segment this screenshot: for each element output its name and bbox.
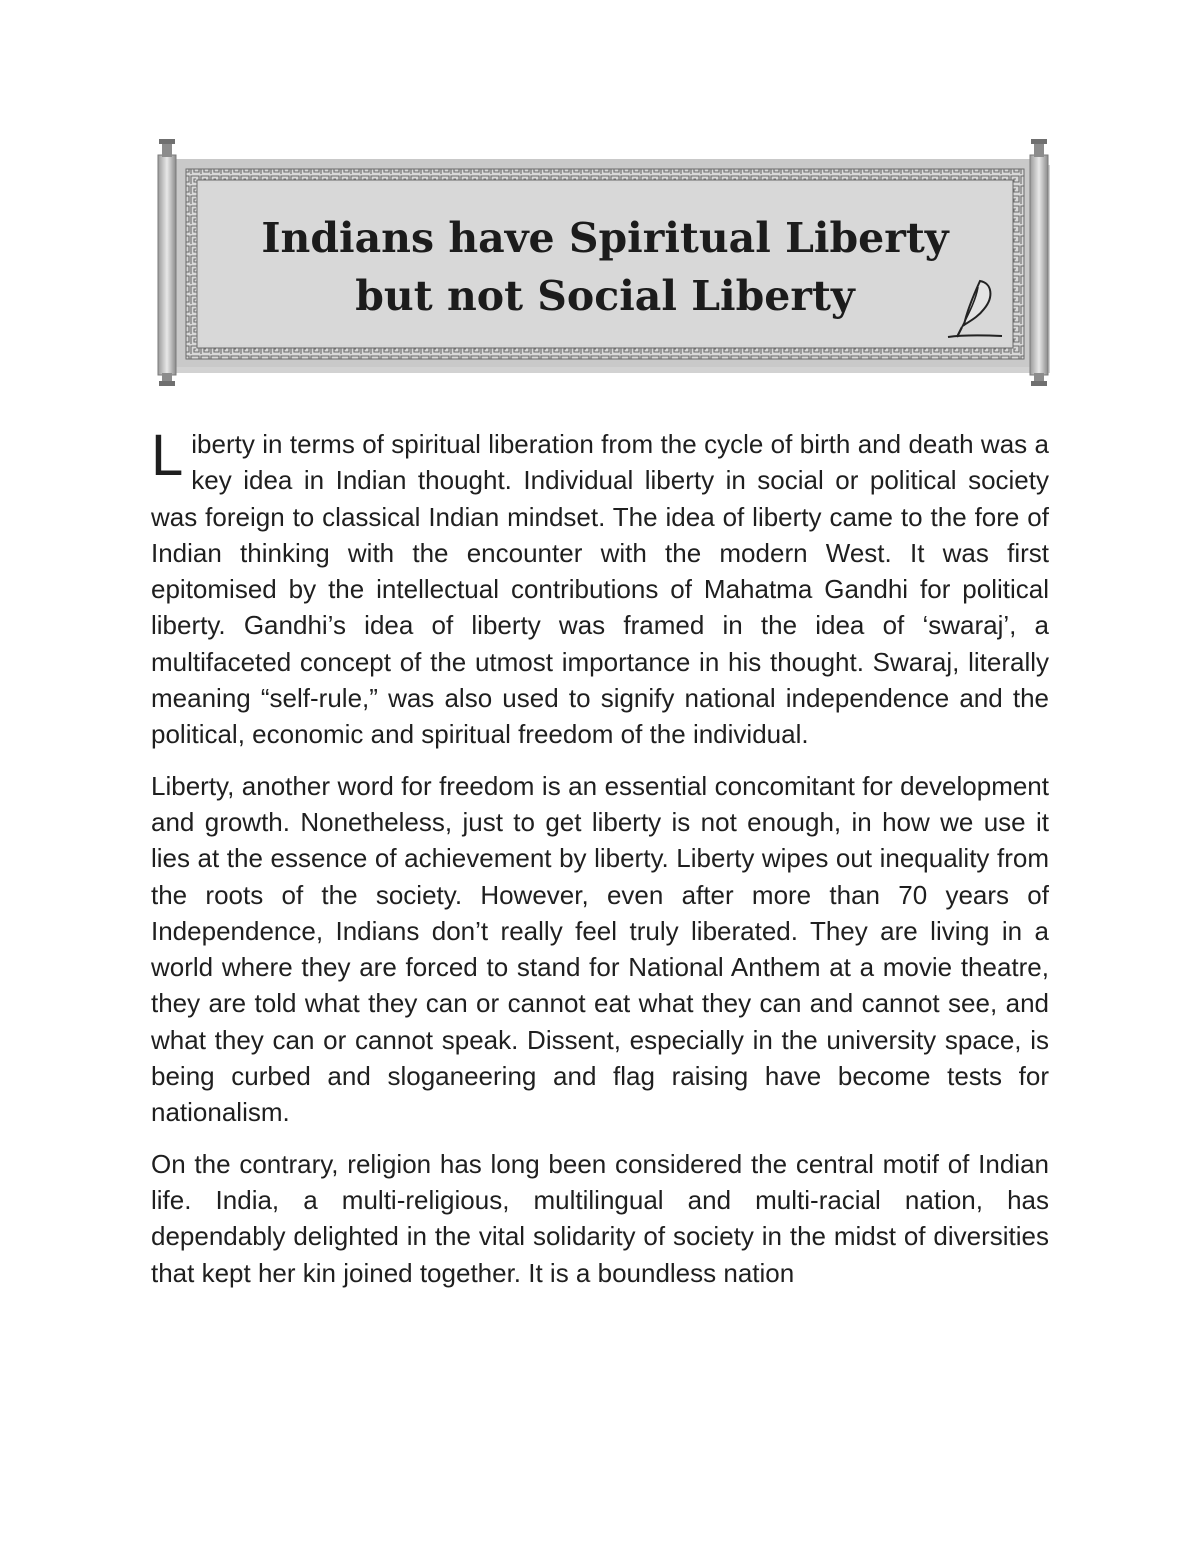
drop-cap: L xyxy=(151,423,184,488)
paragraph-1-text: iberty in terms of spiritual liberation from the cycle of birth and death was a key idea in Indian thought. Individual liberty in social or political society was foreign to classical Indian mindset. The idea of liberty came to the fore of Indian thinking with the encounter with the modern West. It was first epitomised by the intellectual contributions of Mahatma Gandhi for political liberty. Gandhi’s idea of liberty was framed in the idea of ‘swaraj’, a multifaceted concept of the utmost importance in his thought. Swaraj, literally meaning “self-rule,” was also used to signify national independence and the political, economic and spiritual freedom of the individual. xyxy=(151,429,1049,750)
paragraph-2: Liberty, another word for freedom is an essential concomitant for development and growth. Nonetheless, just to get liberty is not enough, in how we use it lies at the essence of achievement by liberty. Liberty wipes out inequality from the roots of the society. However, even after more than 70 years of Independence, Indians don’t really feel truly liberated. They are living in a world where they are forced to stand for National Anthem at a movie theatre, they are told what they can or cannot eat what they can and cannot see, and what they can or cannot speak. Dissent, especially in the university space, is being curbed and sloganeering and flag raising have become tests for nationalism. xyxy=(151,770,1049,1128)
page-title xyxy=(210,209,1000,325)
title-banner xyxy=(150,135,1060,390)
title-line-1: Indians have Spiritual Liberty xyxy=(261,214,949,262)
title-line-2: but not Social Liberty xyxy=(355,272,855,320)
paragraph-3: On the contrary, religion has long been considered the central motif of Indian life. India, a multi-religious, multilingual and multi-racial nation, has dependably delighted in the vital solidarity of society in the midst of diversities that kept her kin joined together. It is a boundless nation xyxy=(151,1148,1049,1288)
paragraph-1 xyxy=(151,423,1049,753)
quill-pen-icon xyxy=(940,275,1010,345)
article-body xyxy=(151,423,1049,1306)
